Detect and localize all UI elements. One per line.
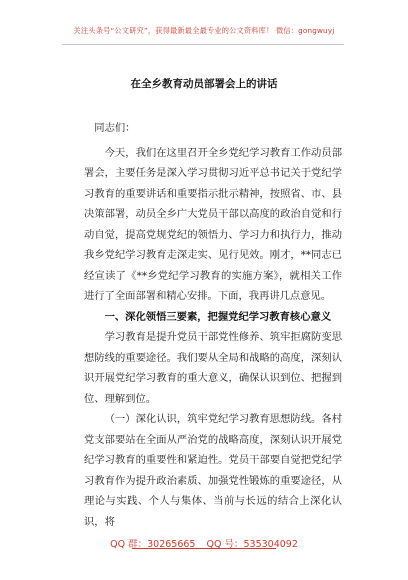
document-body [84, 118, 342, 532]
document-title: 在全乡教育动员部署会上的讲话 [130, 78, 278, 90]
header-divider [62, 44, 344, 45]
paragraph-intro: 今天，我们在这里召开全乡党纪学习教育工作动员部署会，主要任务是深入学习贯彻习近平总书记关于党纪学习教育的重要讲话和重要指示批示精神，按照省、市、县决策部署，动员全乡广大党员干部以高度的政治自觉和行动自觉，提高党规党纪的领悟力、学习力和执行力，推动我乡党纪学习教育走深走实、见行见效。刚才，**同志已经宣读了《**乡党纪学习教育的实施方案》，就相关工作进行了全面部署和精心安排。下面，我再讲几点意见。 [84, 146, 342, 302]
paragraph-section-1: 学习教育是提升党员干部党性修养、筑牢拒腐防变思想防线的重要途径。我们要从全局和战略的高度，深刻认识开展党纪学习教育的重大意义，确保认识到位、把握到位、理解到位。 [84, 331, 342, 405]
footer-qq-number: QQ 号：535304092 [206, 539, 298, 550]
salutation: 同志们： [94, 122, 136, 134]
footer-underline [132, 548, 276, 549]
section-heading-1: 一、深化领悟三要素，把握党纪学习教育核心意义 [104, 310, 332, 323]
footer-qq-group: QQ 群：30265665 [110, 539, 196, 550]
header-banner: 关注头条号“公文研究”，获得最新最全最专业的公文资料库！ 微信：gongwuyj [73, 26, 335, 35]
paragraph-subsection-1: （一）深化认识，筑牢党纪学习教育思想防线。各村党支部要站在全面从严治党的战略高度，深刻认识开展党纪学习教育的重要性和紧迫性。党员干部要自觉把党纪学习教育作为提升政治素质、加强党性锻炼的重要途径，从理论与实践、个人与集体、当前与长远的结合上深化认识，将 [84, 413, 342, 528]
